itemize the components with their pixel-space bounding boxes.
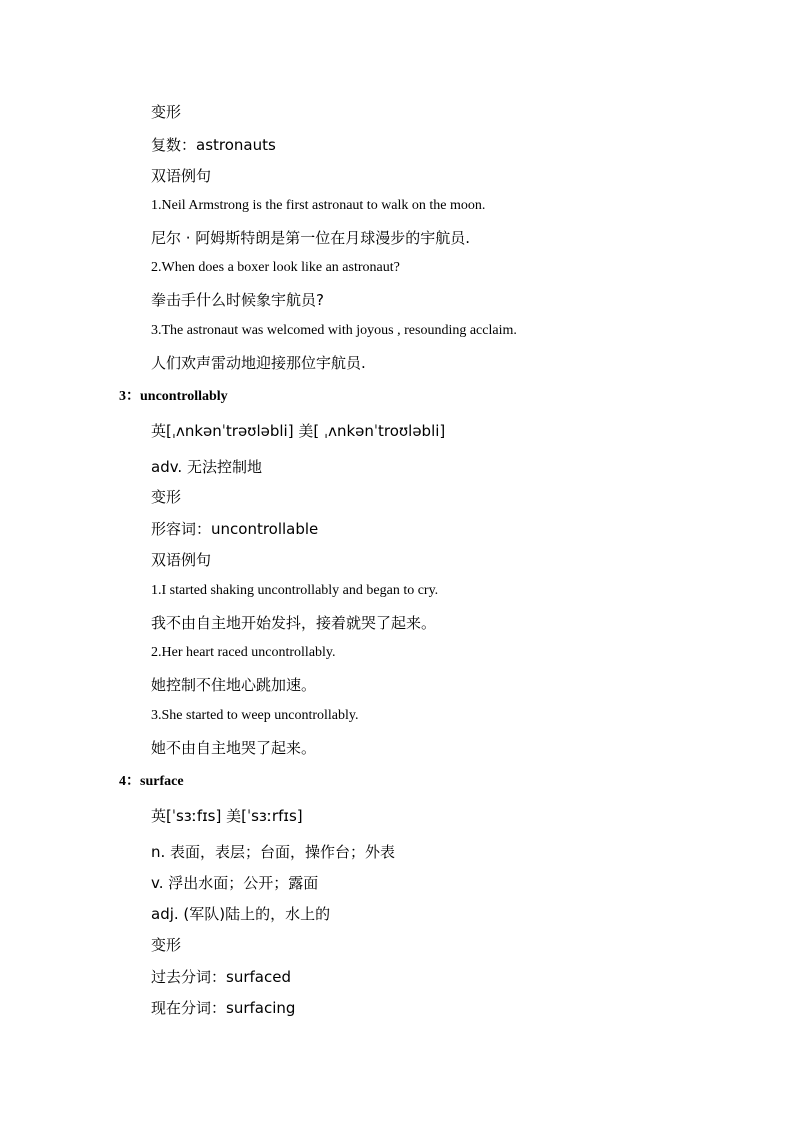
example-zh: 拳击手什么时候象宇航员? bbox=[151, 291, 324, 309]
definition-noun: n. 表面，表层；台面，操作台；外表 bbox=[151, 843, 396, 861]
entry-heading: 3：uncontrollably bbox=[119, 389, 228, 404]
example-en: 3.The astronaut was welcomed with joyous , resounding acclaim. bbox=[151, 323, 517, 338]
definition-verb: v. 浮出水面；公开；露面 bbox=[151, 874, 319, 892]
phonetic: 英[ˌʌnkənˈtrəʊləbli] 美[ ˌʌnkənˈtroʊləbli] bbox=[151, 422, 446, 440]
adjective-form: 形容词：uncontrollable bbox=[151, 520, 319, 538]
phonetic: 英[ˈsɜːfɪs] 美[ˈsɜːrfɪs] bbox=[151, 807, 303, 825]
present-participle: 现在分词：surfacing bbox=[151, 999, 296, 1017]
variant-label: 变形 bbox=[151, 488, 182, 506]
example-en: 1.I started shaking uncontrollably and began to cry. bbox=[151, 583, 439, 598]
example-en: 3.She started to weep uncontrollably. bbox=[151, 708, 359, 723]
example-zh: 我不由自主地开始发抖，接着就哭了起来。 bbox=[151, 614, 437, 632]
examples-label: 双语例句 bbox=[151, 551, 212, 569]
past-participle: 过去分词：surfaced bbox=[151, 968, 291, 986]
example-en: 2.Her heart raced uncontrollably. bbox=[151, 645, 336, 660]
plural-form: 复数：astronauts bbox=[151, 136, 276, 154]
examples-label: 双语例句 bbox=[151, 167, 212, 185]
example-zh: 人们欢声雷动地迎接那位宇航员. bbox=[151, 354, 366, 372]
example-zh: 尼尔 · 阿姆斯特朗是第一位在月球漫步的宇航员. bbox=[151, 229, 471, 247]
definition-adj: adj. (军队)陆上的，水上的 bbox=[151, 905, 331, 923]
example-zh: 她控制不住地心跳加速。 bbox=[151, 676, 317, 694]
example-en: 2.When does a boxer look like an astronaut? bbox=[151, 260, 400, 275]
variant-label: 变形 bbox=[151, 103, 182, 121]
example-zh: 她不由自主地哭了起来。 bbox=[151, 739, 317, 757]
variant-label: 变形 bbox=[151, 936, 182, 954]
example-en: 1.Neil Armstrong is the first astronaut to walk on the moon. bbox=[151, 198, 486, 213]
definition-adv: adv. 无法控制地 bbox=[151, 458, 262, 476]
entry-heading: 4：surface bbox=[119, 774, 184, 789]
